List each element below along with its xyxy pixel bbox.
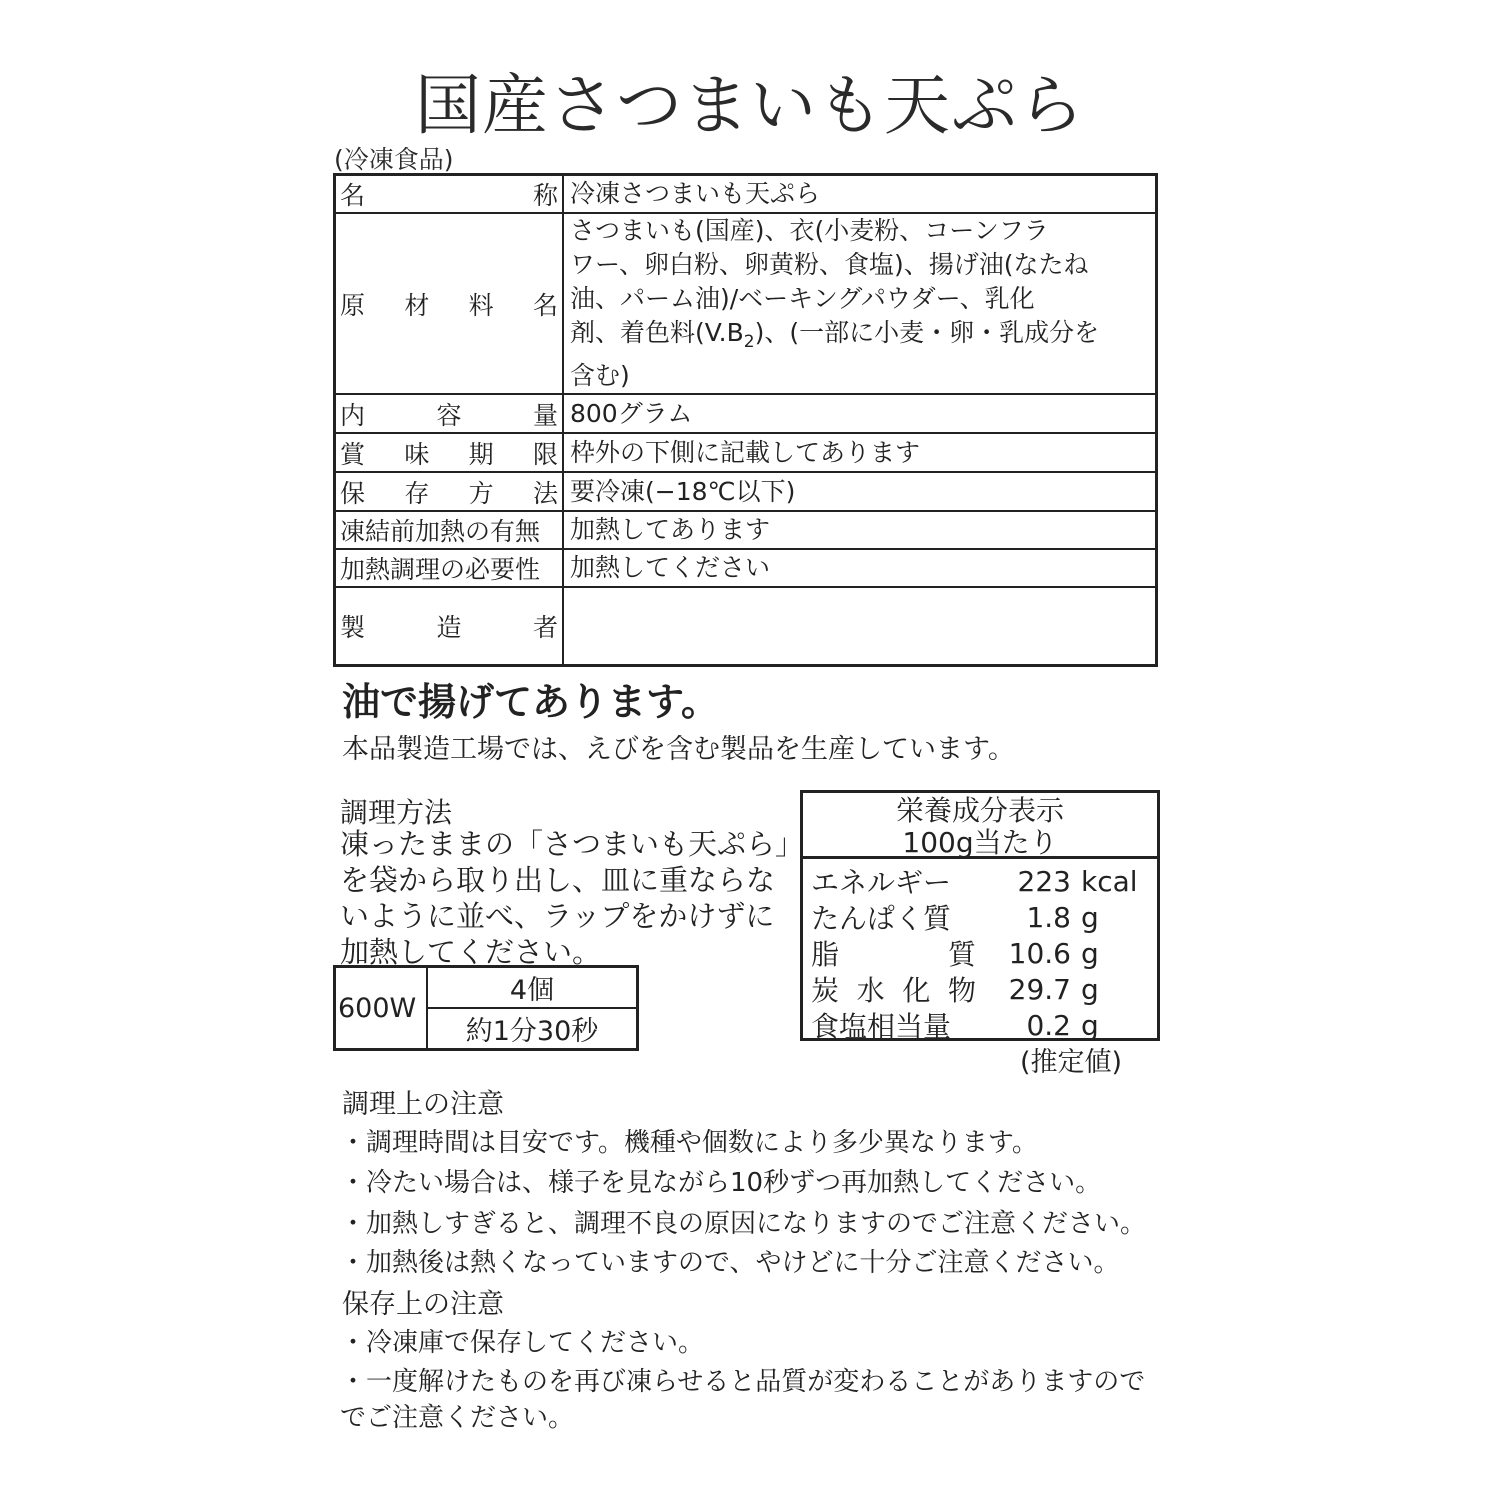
- label-key-char: 期: [468, 439, 494, 469]
- cooking-note-item: ・調理時間は目安です。機種や個数により多少異なります。: [340, 1128, 1038, 1158]
- label-key-char: 称: [532, 181, 558, 210]
- label-key-char: 製: [340, 612, 366, 642]
- nutrient-name: エネルギー: [811, 866, 952, 899]
- nutrient-name: [811, 933, 976, 973]
- cooking-line: いように並べ、ラップをかけずに: [340, 899, 775, 933]
- label-key-char: 量: [532, 400, 558, 430]
- nutrient-name-char: 水: [856, 974, 885, 1007]
- nutrition-row-carbohydrate: [811, 971, 1157, 1007]
- nutrient-name: 食塩相当量: [811, 1010, 952, 1043]
- nutrient-unit: g: [1081, 936, 1099, 970]
- label-value-ingredients: [563, 213, 1157, 394]
- cooking-note-item: ・加熱後は熱くなっていますので、やけどに十分ご注意ください。: [340, 1248, 1120, 1278]
- label-key-char: 方: [468, 478, 494, 508]
- ingredients-text: 剤、着色料(V.B: [570, 318, 744, 347]
- nutrient-name-char: 脂: [811, 938, 840, 971]
- label-row-preheated: [335, 511, 1157, 549]
- microwave-watt: 600W: [335, 967, 428, 1050]
- label-key-preheated: 凍結前加熱の有無: [335, 511, 564, 549]
- nutrient-unit: g: [1081, 1008, 1099, 1042]
- label-value-manufacturer: [563, 587, 1157, 665]
- label-key-char: 造: [436, 612, 462, 642]
- label-key-char: 料: [468, 290, 494, 320]
- cooking-notes-title: 調理上の注意: [342, 1089, 504, 1120]
- storage-notes-title: 保存上の注意: [342, 1289, 504, 1320]
- label-row-storage: [335, 472, 1157, 511]
- microwave-count: 4個: [427, 967, 638, 1009]
- nutrient-value: 1.8: [1026, 900, 1071, 934]
- label-key-cooking-required: 加熱調理の必要性: [335, 549, 564, 587]
- microwave-time: 約1分30秒: [427, 1008, 638, 1050]
- label-key-char: 名: [340, 181, 366, 210]
- product-title: 国産さつまいも天ぷら: [415, 67, 1085, 144]
- microwave-table: [333, 965, 639, 1051]
- label-row-content: [335, 394, 1157, 433]
- label-row-manufacturer: [335, 587, 1157, 665]
- nutrient-unit: kcal: [1081, 864, 1138, 898]
- label-key-char: 限: [532, 439, 558, 469]
- label-key-char: 容: [436, 400, 462, 430]
- label-key-char: 存: [404, 478, 430, 508]
- label-key-char: 名: [532, 290, 558, 320]
- label-key-char: 賞: [340, 439, 366, 469]
- label-value-cooking-required: 加熱してください: [563, 549, 1157, 587]
- subscript-2: 2: [743, 332, 755, 352]
- nutrition-row-protein: [811, 899, 1157, 935]
- label-row-best-before: [335, 433, 1157, 472]
- nutrition-title: 栄養成分表示: [895, 794, 1064, 827]
- cooking-note-item: ・加熱しすぎると、調理不良の原因になりますのでご注意ください。: [340, 1209, 1147, 1239]
- label-key-char: 内: [340, 400, 366, 430]
- nutrient-name-char: 質: [947, 938, 976, 971]
- allergen-notice: 本品製造工場では、えびを含む製品を生産しています。: [342, 734, 1015, 765]
- ingredients-line: さつまいも(国産)、衣(小麦粉、コーンフラ: [570, 216, 1049, 245]
- cooking-method-text: [340, 826, 805, 970]
- nutrition-header: [803, 793, 1157, 859]
- label-row-name: [335, 175, 1157, 214]
- cooking-line: を袋から取り出し、皿に重ならな: [340, 863, 776, 897]
- nutrient-value: 10.6: [1008, 936, 1071, 970]
- label-row-cooking-required: [335, 549, 1157, 587]
- nutrition-row-salt: [811, 1007, 1157, 1043]
- storage-note-item: ・冷凍庫で保存してください。: [340, 1328, 705, 1358]
- nutrition-row-fat: [811, 935, 1157, 971]
- label-key-char: 材: [404, 290, 430, 320]
- label-value-content: 800グラム: [563, 394, 1157, 433]
- label-value-preheated: 加熱してあります: [563, 511, 1157, 549]
- nutrient-value: 29.7: [1008, 972, 1071, 1006]
- label-key-char: 者: [532, 612, 558, 642]
- nutrient-value: 223: [1017, 864, 1071, 898]
- label-key-char: 保: [340, 478, 366, 508]
- fried-notice: 油で揚げてあります。: [342, 680, 719, 724]
- label-key-char: 原: [340, 290, 366, 320]
- cooking-line: 凍ったままの「さつまいも天ぷら」: [340, 827, 805, 861]
- label-value-storage: 要冷凍(−18℃以下): [563, 472, 1157, 511]
- nutrition-per: 100g当たり: [902, 826, 1058, 859]
- ingredients-text: )、(一部に小麦・卵・乳成分を: [754, 318, 1100, 347]
- storage-note-item: でご注意ください。: [340, 1403, 575, 1433]
- nutrient-name-char: 炭: [811, 974, 840, 1007]
- cooking-method-title: 調理方法: [340, 796, 453, 829]
- nutrient-name: [811, 969, 976, 1009]
- label-key-char: 味: [404, 439, 430, 469]
- ingredients-line: 油、パーム油)/ベーキングパウダー、乳化: [570, 284, 1035, 313]
- label-key-char: 法: [532, 478, 558, 508]
- cooking-line: 加熱してください。: [340, 935, 602, 969]
- ingredients-line: [570, 316, 1149, 359]
- storage-note-item: ・一度解けたものを再び凍らせると品質が変わることがありますので: [340, 1367, 1146, 1397]
- nutrient-name-char: 物: [947, 974, 976, 1007]
- label-value-best-before: 枠外の下側に記載してあります: [563, 433, 1157, 472]
- label-row-ingredients: [335, 213, 1157, 394]
- nutrient-unit: g: [1081, 972, 1099, 1006]
- nutrient-unit: g: [1081, 900, 1099, 934]
- nutrient-name-char: 化: [902, 974, 931, 1007]
- label-value-name: 冷凍さつまいも天ぷら: [563, 175, 1157, 214]
- food-label-table: [333, 173, 1158, 667]
- product-category: (冷凍食品): [334, 145, 454, 174]
- cooking-note-item: ・冷たい場合は、様子を見ながら10秒ずつ再加熱してください。: [340, 1168, 1102, 1198]
- nutrition-row-energy: [811, 863, 1157, 899]
- ingredients-line: ワー、卵白粉、卵黄粉、食塩)、揚げ油(なたね: [570, 250, 1089, 279]
- ingredients-line: 含む): [570, 361, 630, 390]
- nutrient-name: たんぱく質: [811, 902, 952, 935]
- nutrition-estimate-note: (推定値): [1020, 1047, 1123, 1078]
- nutrient-value: 0.2: [1026, 1008, 1071, 1042]
- nutrition-facts-box: [800, 790, 1160, 1041]
